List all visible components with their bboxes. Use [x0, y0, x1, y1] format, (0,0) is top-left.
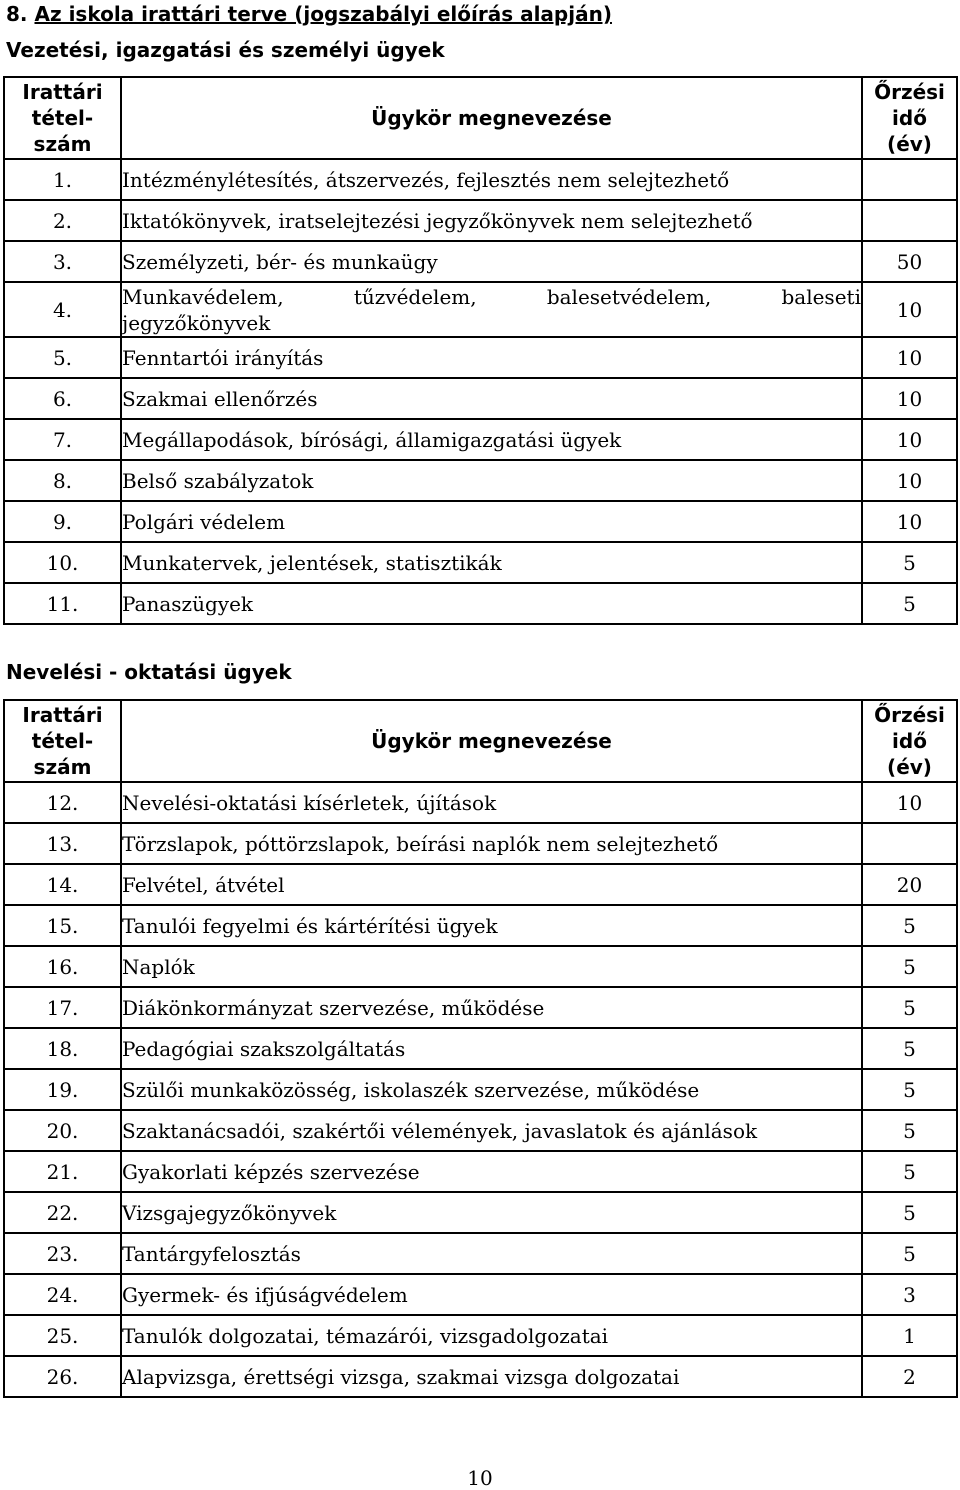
item-description: Polgári védelem: [121, 501, 862, 542]
item-description: Pedagógiai szakszolgáltatás: [121, 1028, 862, 1069]
item-number: 5.: [4, 337, 121, 378]
item-number: 16.: [4, 946, 121, 987]
table-row: [4, 159, 957, 200]
section-title-education: Nevelési - oktatási ügyek: [6, 660, 292, 684]
table-row: [4, 1274, 957, 1315]
item-number: 26.: [4, 1356, 121, 1397]
retention-years: 5: [862, 1028, 957, 1069]
retention-years: [862, 200, 957, 241]
table-row: [4, 1151, 957, 1192]
retention-years: 5: [862, 946, 957, 987]
retention-years: 5: [862, 1192, 957, 1233]
table-row: [4, 782, 957, 823]
retention-years: [862, 823, 957, 864]
item-description: Szakmai ellenőrzés: [121, 378, 862, 419]
item-description: Intézménylétesítés, átszervezés, fejlesztés nem selejtezhető: [121, 159, 862, 200]
retention-years: 50: [862, 241, 957, 282]
item-description: Panaszügyek: [121, 583, 862, 624]
table-row: [4, 1356, 957, 1397]
retention-years: 10: [862, 501, 957, 542]
item-number: 19.: [4, 1069, 121, 1110]
item-description: Naplók: [121, 946, 862, 987]
item-description: Tantárgyfelosztás: [121, 1233, 862, 1274]
table-header-row: [4, 77, 957, 159]
item-number: 15.: [4, 905, 121, 946]
table-row: [4, 823, 957, 864]
retention-years: 3: [862, 1274, 957, 1315]
item-number: 25.: [4, 1315, 121, 1356]
item-description: Vizsgajegyzőkönyvek: [121, 1192, 862, 1233]
table-row: [4, 501, 957, 542]
item-description: Nevelési-oktatási kísérletek, újítások: [121, 782, 862, 823]
table-row: [4, 864, 957, 905]
item-number: 21.: [4, 1151, 121, 1192]
item-description: Gyakorlati képzés szervezése: [121, 1151, 862, 1192]
table-row: [4, 337, 957, 378]
records-table-management: [3, 76, 958, 625]
retention-years: 10: [862, 282, 957, 337]
table-row: [4, 946, 957, 987]
retention-years: 2: [862, 1356, 957, 1397]
item-number: 13.: [4, 823, 121, 864]
item-number: 10.: [4, 542, 121, 583]
retention-years: 5: [862, 1110, 957, 1151]
document-title-text: Az iskola irattári terve (jogszabályi előírás alapján): [34, 2, 612, 26]
item-number: 22.: [4, 1192, 121, 1233]
item-description: Felvétel, átvétel: [121, 864, 862, 905]
retention-years: 10: [862, 782, 957, 823]
item-description: Fenntartói irányítás: [121, 337, 862, 378]
records-table-education: [3, 699, 958, 1398]
table-row: [4, 378, 957, 419]
section-title-management: Vezetési, igazgatási és személyi ügyek: [6, 38, 445, 62]
table-row: [4, 200, 957, 241]
retention-years: 5: [862, 1151, 957, 1192]
description-line-1: Munkavédelem, tűzvédelem, balesetvédelem, baleseti: [122, 284, 861, 309]
item-description: [121, 282, 862, 337]
item-description: Megállapodások, bírósági, államigazgatási ügyek: [121, 419, 862, 460]
item-description: Személyzeti, bér- és munkaügy: [121, 241, 862, 282]
retention-years: 10: [862, 460, 957, 501]
retention-years: 5: [862, 583, 957, 624]
item-number: 9.: [4, 501, 121, 542]
item-number: 3.: [4, 241, 121, 282]
item-number: 17.: [4, 987, 121, 1028]
item-number: 12.: [4, 782, 121, 823]
item-number: 23.: [4, 1233, 121, 1274]
item-description: Tanulók dolgozatai, témazárói, vizsgadolgozatai: [121, 1315, 862, 1356]
description-line-2: jegyzőkönyvek: [122, 310, 271, 335]
table-row: [4, 542, 957, 583]
retention-years: 5: [862, 905, 957, 946]
retention-years: 5: [862, 542, 957, 583]
section-number: 8.: [6, 2, 28, 26]
item-description: Törzslapok, póttörzslapok, beírási naplók nem selejtezhető: [121, 823, 862, 864]
table-row: [4, 1315, 957, 1356]
header-item-number: Irattári tétel- szám: [4, 700, 121, 782]
item-number: 1.: [4, 159, 121, 200]
item-number: 6.: [4, 378, 121, 419]
item-number: 7.: [4, 419, 121, 460]
table-row: [4, 460, 957, 501]
retention-years: [862, 159, 957, 200]
page-number: 10: [467, 1466, 493, 1490]
item-number: 24.: [4, 1274, 121, 1315]
item-description: Iktatókönyvek, iratselejtezési jegyzőkönyvek nem selejtezhető: [121, 200, 862, 241]
retention-years: 10: [862, 337, 957, 378]
retention-years: 5: [862, 1069, 957, 1110]
table-row: [4, 1110, 957, 1151]
table-row: [4, 1028, 957, 1069]
item-description: Alapvizsga, érettségi vizsga, szakmai vizsga dolgozatai: [121, 1356, 862, 1397]
table-row: [4, 419, 957, 460]
item-description: Munkatervek, jelentések, statisztikák: [121, 542, 862, 583]
item-description: Gyermek- és ifjúságvédelem: [121, 1274, 862, 1315]
header-description: Ügykör megnevezése: [121, 700, 862, 782]
table-row: [4, 1069, 957, 1110]
item-number: 14.: [4, 864, 121, 905]
item-number: 20.: [4, 1110, 121, 1151]
item-number: 2.: [4, 200, 121, 241]
retention-years: 10: [862, 378, 957, 419]
item-description: Tanulói fegyelmi és kártérítési ügyek: [121, 905, 862, 946]
document-title: [6, 2, 612, 26]
table-row: [4, 583, 957, 624]
table-row: [4, 282, 957, 337]
item-description: Belső szabályzatok: [121, 460, 862, 501]
item-number: 4.: [4, 282, 121, 337]
item-description: Diákönkormányzat szervezése, működése: [121, 987, 862, 1028]
table-header-row: [4, 700, 957, 782]
retention-years: 5: [862, 1233, 957, 1274]
item-number: 8.: [4, 460, 121, 501]
table-row: [4, 987, 957, 1028]
retention-years: 5: [862, 987, 957, 1028]
table-row: [4, 1192, 957, 1233]
header-description: Ügykör megnevezése: [121, 77, 862, 159]
table-row: [4, 905, 957, 946]
header-retention: Őrzési idő (év): [862, 700, 957, 782]
item-number: 18.: [4, 1028, 121, 1069]
retention-years: 10: [862, 419, 957, 460]
item-number: 11.: [4, 583, 121, 624]
table-row: [4, 241, 957, 282]
table-row: [4, 1233, 957, 1274]
retention-years: 20: [862, 864, 957, 905]
retention-years: 1: [862, 1315, 957, 1356]
item-description: Szaktanácsadói, szakértői vélemények, javaslatok és ajánlások: [121, 1110, 862, 1151]
header-retention: Őrzési idő (év): [862, 77, 957, 159]
item-description: Szülői munkaközösség, iskolaszék szervezése, működése: [121, 1069, 862, 1110]
header-item-number: Irattári tétel- szám: [4, 77, 121, 159]
